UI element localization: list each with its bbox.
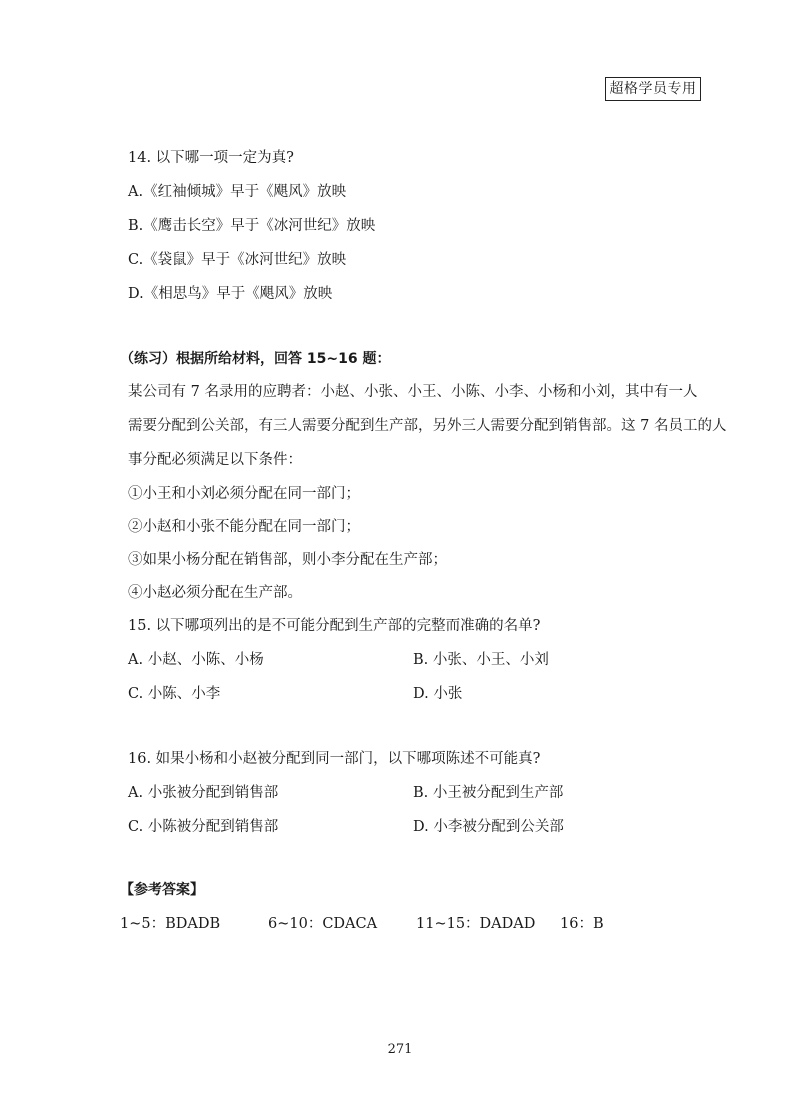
q15-option-a: A. 小赵、小陈、小杨 <box>128 652 264 668</box>
answer-11-15: 11~15：DADAD <box>416 916 536 932</box>
material-line-1: 某公司有 7 名录用的应聘者：小赵、小张、小王、小陈、小李、小杨和小刘，其中有一人 <box>128 384 698 400</box>
q14-option-c: C.《袋鼠》早于《冰河世纪》放映 <box>128 252 347 268</box>
material-line-2: 需要分配到公关部，有三人需要分配到生产部，另外三人需要分配到销售部。这 7 名员工的人 <box>128 418 727 434</box>
condition-1: ①小王和小刘必须分配在同一部门； <box>128 486 360 502</box>
condition-2: ②小赵和小张不能分配在同一部门； <box>128 519 360 535</box>
q16-option-a: A. 小张被分配到销售部 <box>128 785 279 801</box>
condition-4: ④小赵必须分配在生产部。 <box>128 585 302 601</box>
q15-option-d: D. 小张 <box>413 686 463 702</box>
answer-6-10: 6~10：CDACA <box>268 916 378 932</box>
q15-stem: 15. 以下哪项列出的是不可能分配到生产部的完整而准确的名单? <box>128 618 541 634</box>
student-only-badge: 超格学员专用 <box>605 77 701 101</box>
q16-option-b: B. 小王被分配到生产部 <box>413 785 564 801</box>
q14-option-a: A.《红袖倾城》早于《飓风》放映 <box>128 184 347 200</box>
page-number: 271 <box>387 1042 413 1057</box>
practice-heading: （练习）根据所给材料，回答 15~16 题： <box>120 351 391 367</box>
q14-option-d: D.《相思鸟》早于《飓风》放映 <box>128 286 333 302</box>
answers-heading: 【参考答案】 <box>120 882 204 898</box>
q14-stem: 14. 以下哪一项一定为真? <box>128 150 294 166</box>
q15-option-b: B. 小张、小王、小刘 <box>413 652 549 668</box>
condition-3: ③如果小杨分配在销售部，则小李分配在生产部； <box>128 552 447 568</box>
q16-stem: 16. 如果小杨和小赵被分配到同一部门，以下哪项陈述不可能真? <box>128 751 541 767</box>
answer-16: 16：B <box>560 916 604 932</box>
q16-option-c: C. 小陈被分配到销售部 <box>128 819 279 835</box>
q14-option-b: B.《鹰击长空》早于《冰河世纪》放映 <box>128 218 376 234</box>
q15-option-c: C. 小陈、小李 <box>128 686 221 702</box>
q16-option-d: D. 小李被分配到公关部 <box>413 819 564 835</box>
answer-1-5: 1~5：BDADB <box>120 916 221 932</box>
material-line-3: 事分配必须满足以下条件： <box>128 452 302 468</box>
